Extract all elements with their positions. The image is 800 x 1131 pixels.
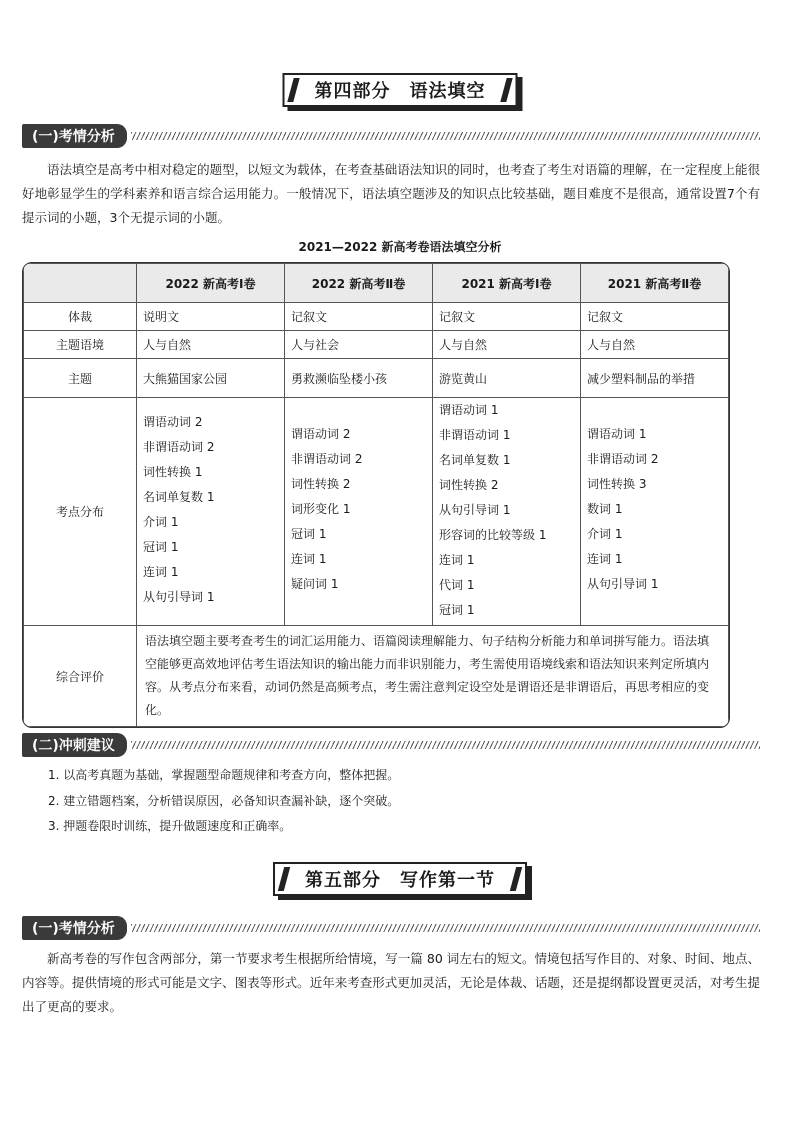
table-row-eval: [24, 626, 729, 727]
point-item: 名词单复数 1: [143, 490, 215, 504]
table-header-row: [24, 264, 729, 303]
table-header-col: 2022 新高考Ⅱ卷: [285, 264, 433, 303]
table-cell: 说明文: [137, 303, 285, 331]
table-row: [24, 359, 729, 398]
point-item: 冠词 1: [143, 540, 179, 554]
point-item: 连词 1: [291, 552, 327, 566]
point-item: 冠词 1: [439, 603, 475, 617]
section-label: (一)考情分析: [22, 916, 127, 940]
table-cell: 人与自然: [433, 331, 581, 359]
table-cell: 记叙文: [433, 303, 581, 331]
point-item: 谓语动词 2: [291, 427, 351, 441]
list-item: 2. 建立错题档案，分析错误原因，必备知识查漏补缺，逐个突破。: [48, 793, 400, 808]
point-item: 介词 1: [587, 527, 623, 541]
point-item: 词性转换 1: [143, 465, 203, 479]
points-cell: [285, 398, 433, 626]
table-header-col: 2021 新高考Ⅰ卷: [433, 264, 581, 303]
point-item: 谓语动词 1: [587, 427, 647, 441]
hatch-divider: [131, 741, 760, 749]
part5-title: [273, 862, 527, 896]
points-cell: [137, 398, 285, 626]
part4-analysis-paragraph: 语法填空是高考中相对稳定的题型，以短文为载体，在考查基础语法知识的同时，也考查了考生对语篇的理解，在一定程度上能很好地彰显学生的学科素养和语言综合运用能力。一般情况下，语法填空题涉及的知识点比较基础，题目难度不是很高，通常设置7个有提示词的小题，3个无提示词的小题。: [22, 162, 760, 225]
point-item: 谓语动词 2: [143, 415, 203, 429]
point-item: 非谓语动词 1: [439, 428, 511, 442]
point-item: 词形变化 1: [291, 502, 351, 516]
tips-list: [48, 763, 399, 840]
point-item: 疑问词 1: [291, 577, 339, 591]
table-caption: 2021—2022 新高考卷语法填空分析: [298, 240, 502, 254]
part5-analysis-paragraph: 新高考卷的写作包含两部分，第一节要求考生根据所给情境，写一篇 80 词左右的短文。情境包括写作目的、对象、时间、地点、内容等。提供情境的形式可能是文字、图表等形式。近年来考查形式更加灵活，无论是体裁、话题，还是提纲都设置更灵活，对考生提出了更高的要求。: [22, 951, 760, 1014]
point-item: 从句引导词 1: [439, 503, 511, 517]
points-cell: [581, 398, 729, 626]
part4-section1-header: [22, 125, 760, 147]
part4-title-text: 第四部分 语法填空: [314, 81, 486, 102]
table-cell: 人与自然: [137, 331, 285, 359]
table-cell: 勇救濒临坠楼小孩: [285, 359, 433, 398]
point-item: 代词 1: [439, 578, 475, 592]
part4-title: [283, 73, 518, 107]
point-item: 谓语动词 1: [439, 403, 499, 417]
table-cell: 记叙文: [581, 303, 729, 331]
table-cell: 人与社会: [285, 331, 433, 359]
row-label: 主题: [24, 359, 137, 398]
point-item: 词性转换 2: [439, 478, 499, 492]
list-item: 1. 以高考真题为基础，掌握题型命题规律和考查方向，整体把握。: [48, 768, 400, 782]
table-cell: 人与自然: [581, 331, 729, 359]
hatch-divider: [131, 924, 760, 932]
table-row: [24, 331, 729, 359]
point-item: 连词 1: [143, 565, 179, 579]
part5-section1-header: [22, 917, 760, 939]
point-item: 从句引导词 1: [143, 590, 215, 604]
table-cell: 减少塑料制品的举措: [581, 359, 729, 398]
table-cell: 大熊猫国家公园: [137, 359, 285, 398]
table-row-points: [24, 398, 729, 626]
row-label: 主题语境: [24, 331, 137, 359]
point-item: 非谓语动词 2: [291, 452, 363, 466]
point-item: 词性转换 2: [291, 477, 351, 491]
row-label: 体裁: [24, 303, 137, 331]
section-label: (二)冲刺建议: [22, 733, 127, 757]
table-cell: 游览黄山: [433, 359, 581, 398]
list-item: 3. 押题卷限时训练，提升做题速度和正确率。: [48, 819, 292, 833]
point-item: 名词单复数 1: [439, 453, 511, 467]
section-label: (一)考情分析: [22, 124, 127, 148]
eval-text: 语法填空题主要考查考生的词汇运用能力、语篇阅读理解能力、句子结构分析能力和单词拼写能力。语法填空能够更高效地评估考生语法知识的输出能力而非识别能力，考生需使用语境线索和语法知识来判定所填内容。从考点分布来看，动词仍然是高频考点，考生需注意判定设空处是谓语还是非谓语后，再思考相应的变化。: [137, 626, 729, 727]
point-item: 连词 1: [587, 552, 623, 566]
point-item: 从句引导词 1: [587, 577, 659, 591]
analysis-table: [22, 262, 730, 728]
point-item: 连词 1: [439, 553, 475, 567]
point-item: 词性转换 3: [587, 477, 647, 491]
table-header-corner: [24, 264, 137, 303]
table-row: [24, 303, 729, 331]
row-label: 综合评价: [24, 626, 137, 727]
point-item: 非谓语动词 2: [143, 440, 215, 454]
part4-section2-header: [22, 734, 760, 756]
table-header-col: 2021 新高考Ⅱ卷: [581, 264, 729, 303]
point-item: 冠词 1: [291, 527, 327, 541]
row-label: 考点分布: [24, 398, 137, 626]
point-item: 介词 1: [143, 515, 179, 529]
point-item: 形容词的比较等级 1: [439, 528, 547, 542]
part5-title-text: 第五部分 写作第一节: [305, 870, 495, 891]
point-item: 非谓语动词 2: [587, 452, 659, 466]
point-item: 数词 1: [587, 502, 623, 516]
hatch-divider: [131, 132, 760, 140]
points-cell: [433, 398, 581, 626]
table-header-col: 2022 新高考Ⅰ卷: [137, 264, 285, 303]
table-cell: 记叙文: [285, 303, 433, 331]
